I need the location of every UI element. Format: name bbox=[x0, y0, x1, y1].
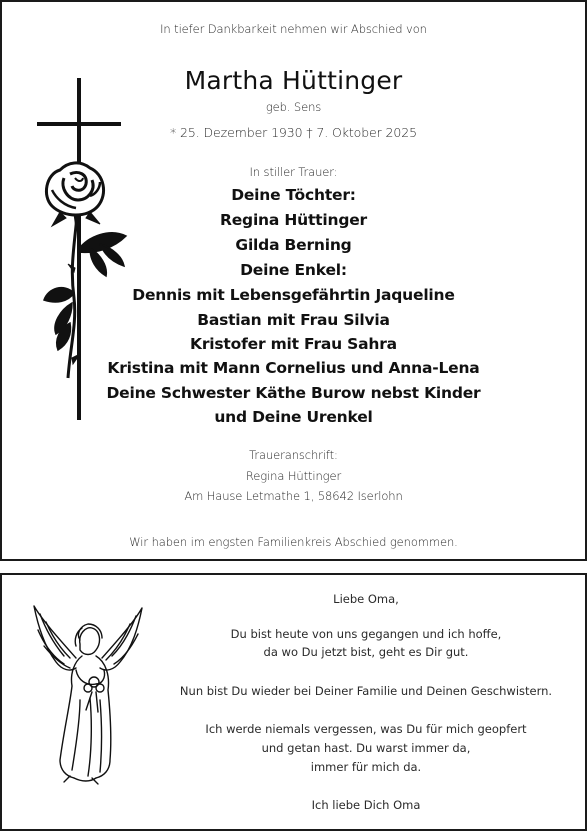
mourner-line: Dennis mit Lebensgefährtin Jaqueline bbox=[132, 286, 455, 304]
letter-line: Nun bist Du wieder bei Deiner Familie und Deinen Geschwistern. bbox=[179, 684, 553, 698]
address-name: Regina Hüttinger bbox=[245, 469, 342, 483]
cross-rose-icon bbox=[30, 78, 130, 428]
mourner-line: Bastian mit Frau Silvia bbox=[197, 311, 390, 329]
address-label: Traueranschrift: bbox=[249, 448, 338, 462]
mourner-line: und Deine Urenkel bbox=[214, 408, 373, 426]
letter-signoff: Ich liebe Dich Oma bbox=[311, 798, 421, 812]
letter-line: und getan hast. Du warst immer da, bbox=[261, 741, 471, 755]
deceased-name: Martha Hüttinger bbox=[184, 66, 403, 95]
angel-icon bbox=[30, 600, 145, 785]
letter-line: Du bist heute von uns gegangen und ich hoffe, bbox=[230, 627, 502, 641]
letter-line: da wo Du jetzt bist, geht es Dir gut. bbox=[263, 645, 469, 659]
mourner-line: Regina Hüttinger bbox=[220, 211, 367, 229]
letter-line: Ich werde niemals vergessen, was Du für mich geopfert bbox=[205, 722, 527, 736]
closing-text: Wir haben im engsten Familienkreis Abschied genommen. bbox=[129, 535, 458, 549]
mourner-line: Deine Enkel: bbox=[240, 261, 347, 279]
mourner-line: Gilda Berning bbox=[235, 236, 352, 254]
letter-greeting: Liebe Oma, bbox=[333, 592, 399, 606]
mourning-intro: In stiller Trauer: bbox=[249, 165, 338, 179]
address-street: Am Hause Letmathe 1, 58642 Iserlohn bbox=[184, 489, 403, 503]
life-dates: * 25. Dezember 1930 † 7. Oktober 2025 bbox=[170, 125, 417, 140]
mourner-line: Kristina mit Mann Cornelius und Anna-Lena bbox=[107, 359, 480, 377]
mourner-line: Deine Schwester Käthe Burow nebst Kinder bbox=[106, 384, 481, 402]
mourner-line: Kristofer mit Frau Sahra bbox=[190, 335, 397, 353]
intro-text: In tiefer Dankbarkeit nehmen wir Abschied von bbox=[160, 22, 427, 36]
born-name: geb. Sens bbox=[265, 100, 322, 114]
mourner-line: Deine Töchter: bbox=[231, 186, 356, 204]
letter-line: immer für mich da. bbox=[310, 760, 422, 774]
